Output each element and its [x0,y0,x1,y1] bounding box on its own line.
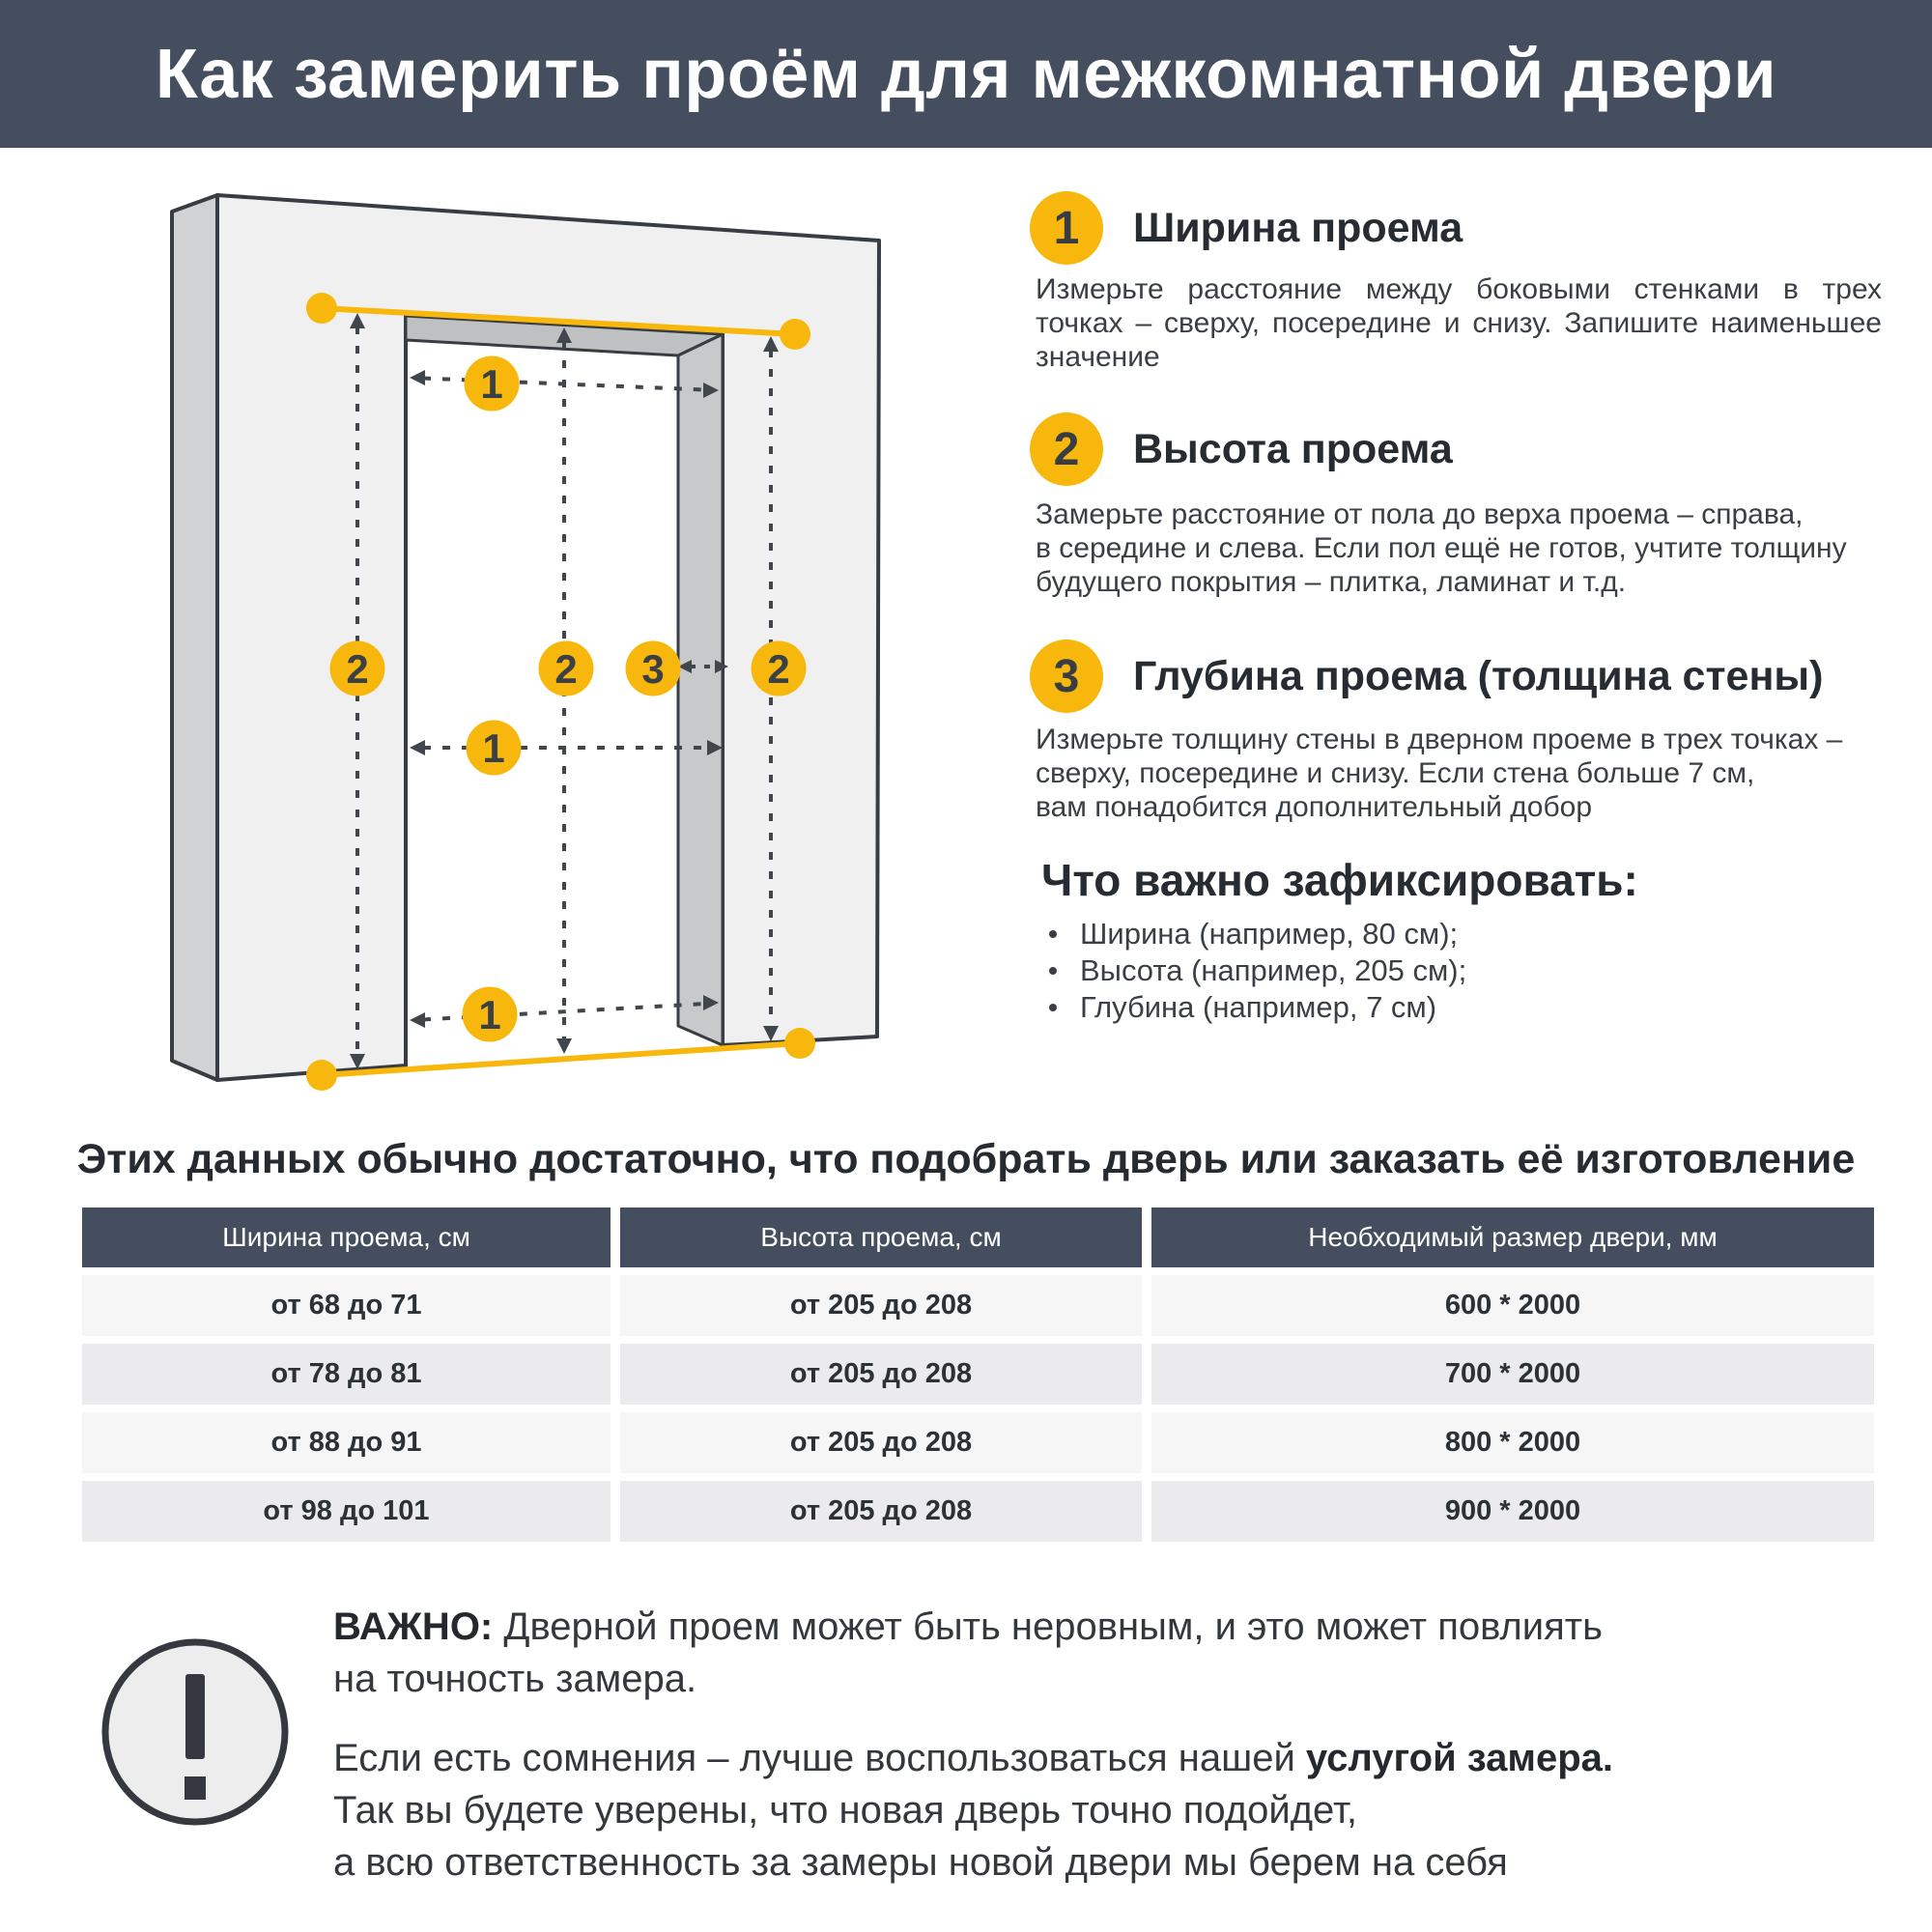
important-note [333,1601,1613,1889]
section-width [1030,191,1463,265]
table-cell: от 205 до 208 [620,1275,1142,1336]
section-2-text: Замерьте расстояние от пола до верха проема – справа, в середине и слева. Если пол ещё не готов, учтите толщину будущего покрытия – плитка, ламинат и т.д. [1036,498,1847,598]
section-3-title: Глубина проема (толщина стены) [1133,652,1824,699]
table-header-width: Ширина проема, см [82,1208,611,1267]
important-line: Так вы будете уверены, что новая дверь точно подойдет, [333,1789,1357,1832]
important-line: на точность замера. [333,1658,697,1700]
section-height [1030,412,1453,486]
table-cell: от 88 до 91 [82,1412,611,1473]
marker-width-middle [467,721,522,776]
table-header-height: Высота проема, см [620,1208,1142,1267]
svg-text:2: 2 [554,646,578,692]
table-cell: от 205 до 208 [620,1481,1142,1542]
door-size-table [82,1208,1874,1542]
table-caption: Этих данных обычно достаточно, что подобрать дверь или заказать её изготовление [76,1136,1856,1182]
marker-height-left [330,641,385,696]
marker-height-middle [539,641,594,696]
table-cell: от 78 до 81 [82,1344,611,1405]
marker-depth [626,641,681,696]
bullet-icon [1049,1004,1057,1011]
section-1-title: Ширина проема [1133,204,1463,251]
svg-text:3: 3 [641,646,665,692]
checklist-title: Что важно зафиксировать: [1041,855,1638,905]
checklist-item: Ширина (например, 80 см); [1049,916,1466,952]
table-header-door-size: Необходимый размер двери, мм [1151,1208,1874,1267]
checklist-item: Высота (например, 205 см); [1049,952,1466,989]
checklist-item: Глубина (например, 7 см) [1049,989,1466,1026]
table-cell: 800 * 2000 [1151,1412,1874,1473]
section-2-badge: 2 [1030,412,1103,486]
section-3-text: Измерьте толщину стены в дверном проеме в трех точках – сверху, посередине и снизу. Если стена больше 7 см, вам понадобится дополнительный добор [1036,724,1843,823]
section-3-badge: 3 [1030,639,1103,713]
header-bar [0,0,1932,148]
table-cell: от 205 до 208 [620,1412,1142,1473]
section-1-badge: 1 [1030,191,1103,265]
checklist [1049,916,1466,1026]
table-cell: 900 * 2000 [1151,1481,1874,1542]
wall-side-face [172,195,217,1080]
important-line: Если есть сомнения – лучше воспользоваться нашей услугой замера. [333,1737,1614,1779]
bullet-icon [1049,967,1057,975]
svg-text:2: 2 [346,646,369,692]
table-cell: 600 * 2000 [1151,1275,1874,1336]
svg-text:1: 1 [480,361,503,407]
section-1-text: Измерьте расстояние между боковыми стенками в трех точках – сверху, посередине и снизу. Запишите наименьшее значение [1036,273,1882,373]
bullet-icon [1049,930,1057,938]
table-cell: от 68 до 71 [82,1275,611,1336]
section-depth [1030,639,1823,713]
svg-text:1: 1 [478,992,501,1037]
marker-width-top [465,356,520,412]
table-cell: от 98 до 101 [82,1481,611,1542]
marker-height-right [752,641,807,696]
warning-icon [89,1626,301,1838]
table-cell: 700 * 2000 [1151,1344,1874,1405]
opening-right-reveal [678,334,723,1045]
important-line: а всю ответственность за замеры новой двери мы берем на себя [333,1841,1508,1884]
doorway-diagram [116,155,927,1101]
marker-width-bottom [463,987,518,1042]
important-line: ВАЖНО: Дверной проем может быть неровным, и это может повлиять [333,1605,1603,1648]
section-2-title: Высота проема [1133,425,1453,472]
table-cell: от 205 до 208 [620,1344,1142,1405]
page-title: Как замерить проём для межкомнатной двери [155,35,1777,113]
svg-text:2: 2 [767,646,790,692]
svg-text:1: 1 [482,725,505,771]
